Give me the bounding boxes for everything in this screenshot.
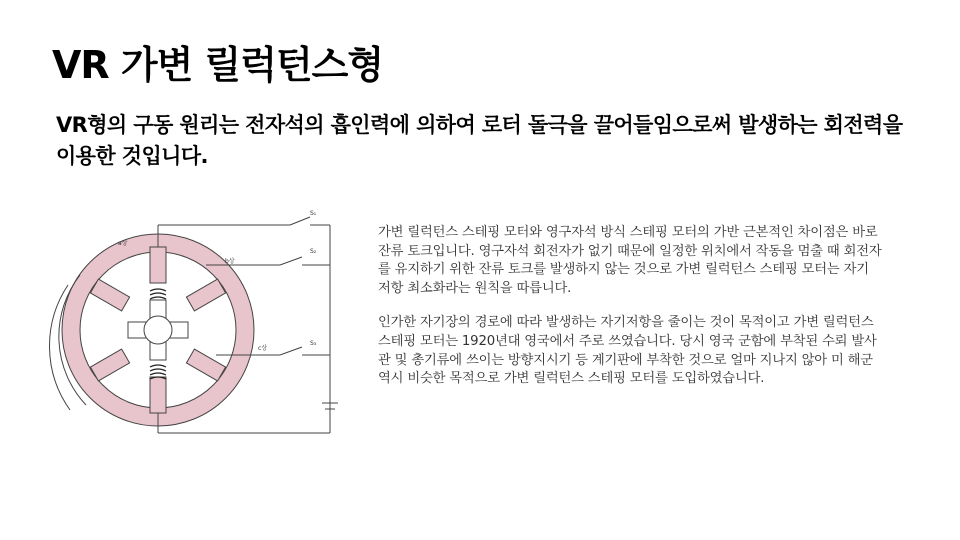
slide-title: VR 가변 릴럭턴스형 — [52, 43, 384, 87]
slide-subtitle: VR형의 구동 원리는 전자석의 흡인력에 의하여 로터 돌극을 끌어들임으로써 발생하는 회전력을 이용한 것입니다. — [56, 113, 903, 168]
label-switch-1: S₁ — [310, 210, 317, 217]
paragraph-2: 인가한 자기장의 경로에 따라 발생하는 자기저항을 줄이는 것이 목적이고 가변 릴럭턴스 스테핑 모터는 1920년대 영국에서 주로 쓰였습니다. 당시 영국 군함에 부착된 수뢰 발사관 및 총기류에 쓰이는 방향지시기 등 계기판에 부착한 것으로 얼마 지나지 않아 미 해군 역시 비슷한 목적으로 가변 릴럭턴스 스테핑 모터를 도입하였습니다. — [378, 315, 877, 387]
paragraph-1: 가변 릴럭턴스 스테핑 모터와 영구자석 방식 스테핑 모터의 가반 근본적인 차이점은 바로 잔류 토크입니다. 영구자석 회전자가 없기 때문에 일정한 위치에서 작동을 멈출 때 회전자를 유지하기 위한 잔류 토크를 발생하지 않는 것으로 가변 릴럭턴스 스테핑 모터는 자기 저항 최소화라는 원칙을 따릅니다. — [378, 225, 882, 296]
label-phase-c: c상 — [258, 345, 268, 352]
label-switch-2: S₂ — [310, 248, 317, 255]
label-switch-3: S₃ — [310, 340, 317, 347]
label-phase-b: b상 — [225, 258, 235, 265]
body-text — [378, 224, 883, 405]
pole-top — [150, 247, 166, 283]
label-phase-a: a상 — [118, 240, 128, 247]
vr-stepper-motor-diagram — [40, 205, 345, 445]
pole-bottom — [150, 377, 166, 413]
